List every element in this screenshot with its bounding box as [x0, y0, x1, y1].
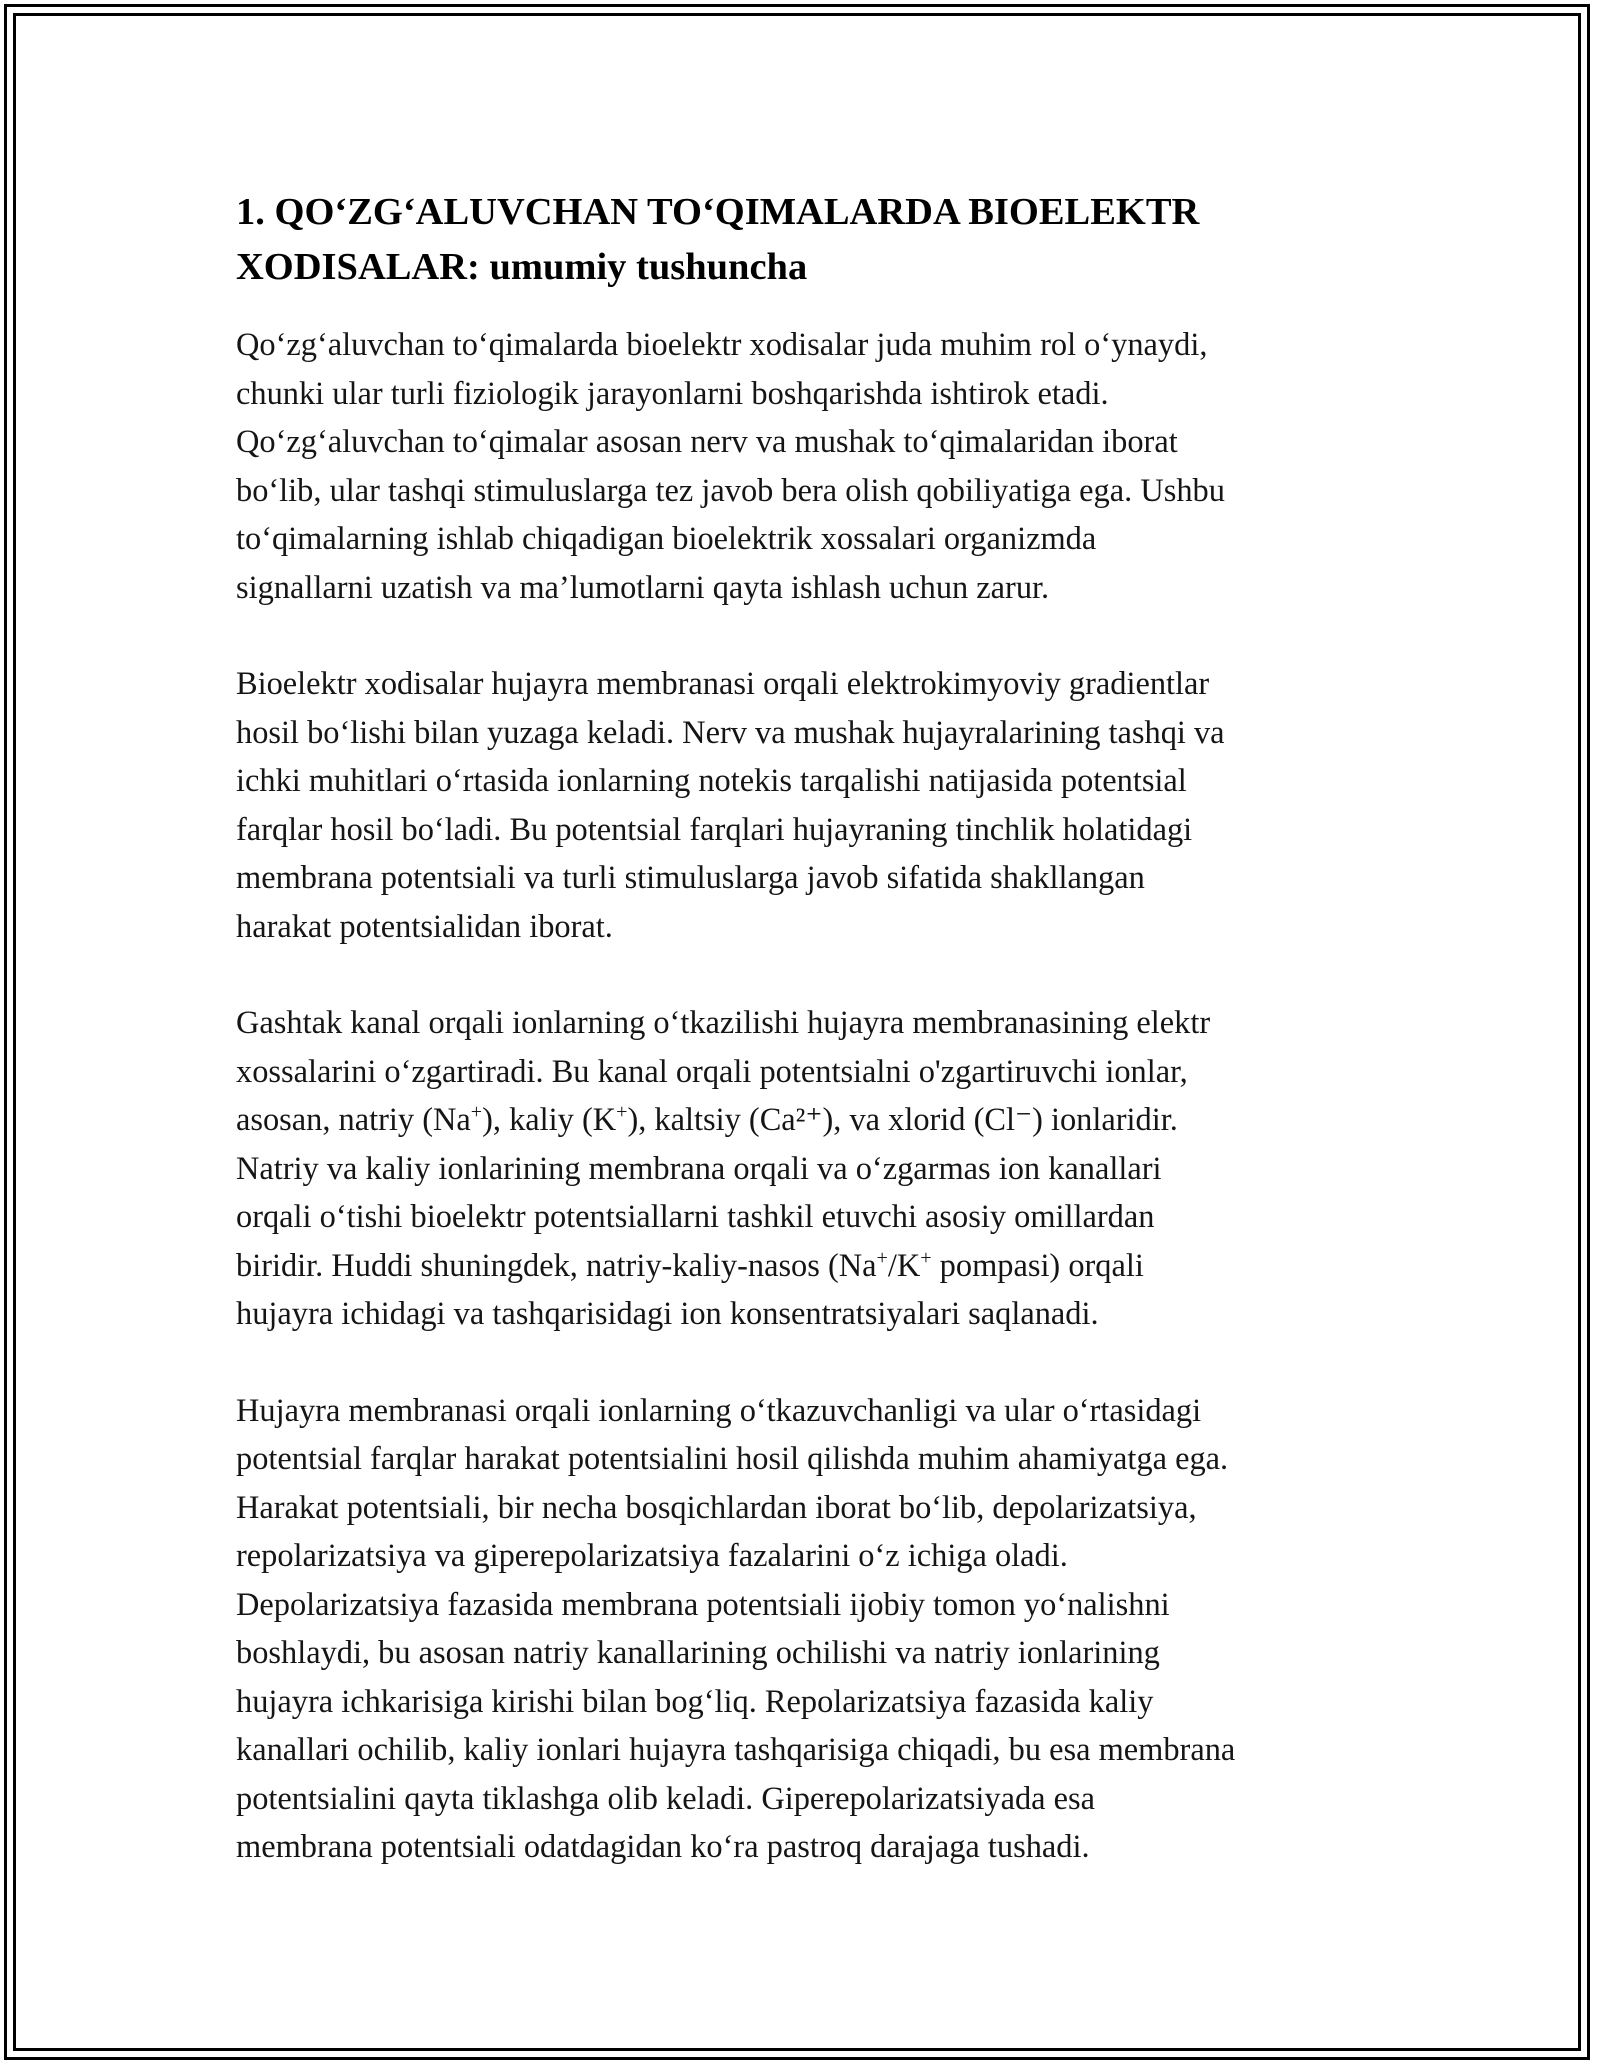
superscript-charge: +: [920, 1246, 932, 1269]
text-segment: biridir. Huddi shuningdek, natriy-kaliy-nasos (Na: [236, 1247, 877, 1284]
text-line: signallarni uzatish va ma’lumotlarni qayta ishlash uchun zarur.: [236, 569, 1050, 606]
paragraph-1: [236, 321, 1436, 612]
text-line: Natriy va kaliy ionlarining membrana orqali va o‘zgarmas ion kanallari: [236, 1150, 1162, 1187]
heading-line-1: 1. QO‘ZG‘ALUVCHAN TO‘QIMALARDA BIOELEKTR: [236, 191, 1200, 233]
text-segment: asosan, natriy (Na: [236, 1102, 471, 1138]
text-line: farqlar hosil bo‘ladi. Bu potentsial farqlari hujayraning tinchlik holatidagi: [236, 811, 1193, 848]
text-line: hujayra ichkarisiga kirishi bilan bog‘liq. Repolarizatsiya fazasida kaliy: [236, 1683, 1154, 1720]
text-line: membrana potentsiali va turli stimuluslarga javob sifatida shakllangan: [236, 860, 1145, 896]
text-line: Harakat potentsiali, bir necha bosqichlardan iborat bo‘lib, depolarizatsiya,: [236, 1489, 1197, 1526]
text-line: potentsial farqlar harakat potentsialini hosil qilishda muhim ahamiyatga ega.: [236, 1441, 1229, 1477]
superscript-charge: +: [616, 1100, 628, 1123]
paragraph-4: [236, 1387, 1436, 1872]
text-line: hosil bo‘lishi bilan yuzaga keladi. Nerv va mushak hujayralarining tashqi va: [236, 714, 1225, 751]
text-line: hujayra ichidagi va tashqarisidagi ion konsentratsiyalari saqlanadi.: [236, 1296, 1099, 1332]
text-line-with-ions: [236, 1102, 1178, 1138]
paragraph-2: [236, 660, 1436, 951]
text-line: Qo‘zg‘aluvchan to‘qimalar asosan nerv va mushak to‘qimalaridan iborat: [236, 424, 1178, 460]
text-line: Hujayra membranasi orqali ionlarning o‘tkazuvchanligi va ular o‘rtasidagi: [236, 1392, 1202, 1429]
text-line-with-ions: [236, 1248, 1144, 1284]
heading-line-2: XODISALAR: umumiy tushuncha: [236, 246, 808, 288]
section-heading: [236, 185, 1436, 295]
superscript-charge: +: [876, 1246, 888, 1269]
text-line: Depolarizatsiya fazasida membrana potentsiali ijobiy tomon yo‘nalishni: [236, 1586, 1170, 1623]
document-body: [236, 185, 1436, 1920]
text-segment: /K: [887, 1247, 921, 1284]
text-line: orqali o‘tishi bioelektr potentsiallarni tashkil etuvchi asosiy omillardan: [236, 1199, 1155, 1235]
text-segment: ), kaltsiy (Ca²⁺), va xlorid (Cl⁻) ionlaridir.: [627, 1102, 1178, 1138]
text-segment: pompasi) orqali: [931, 1247, 1144, 1284]
text-line: kanallari ochilib, kaliy ionlari hujayra tashqarisiga chiqadi, bu esa membrana: [236, 1732, 1236, 1768]
text-line: bo‘lib, ular tashqi stimuluslarga tez javob bera olish qobiliyatiga ega. Ushbu: [236, 472, 1225, 509]
text-line: Qo‘zg‘aluvchan to‘qimalarda bioelektr xodisalar juda muhim rol o‘ynaydi,: [236, 327, 1208, 363]
text-line: chunki ular turli fiziologik jarayonlarni boshqarishda ishtirok etadi.: [236, 375, 1109, 412]
text-line: boshlaydi, bu asosan natriy kanallarining ochilishi va natriy ionlarining: [236, 1635, 1160, 1671]
superscript-charge: +: [470, 1100, 483, 1123]
text-line: repolarizatsiya va giperepolarizatsiya fazalarini o‘z ichiga oladi.: [236, 1538, 1068, 1574]
text-line: ichki muhitlari o‘rtasida ionlarning notekis tarqalishi natijasida potentsial: [236, 763, 1187, 799]
text-line: potentsialini qayta tiklashga olib keladi. Giperepolarizatsiyada esa: [236, 1780, 1095, 1817]
text-segment: ), kaliy (K: [482, 1102, 617, 1138]
text-line: membrana potentsiali odatdagidan ko‘ra pastroq darajaga tushadi.: [236, 1829, 1090, 1865]
paragraph-3: [236, 999, 1436, 1339]
text-line: xossalarini o‘zgartiradi. Bu kanal orqali potentsialni o'zgartiruvchi ionlar,: [236, 1053, 1188, 1090]
text-line: Gashtak kanal orqali ionlarning o‘tkazilishi hujayra membranasining elektr: [236, 1005, 1211, 1041]
text-line: to‘qimalarning ishlab chiqadigan bioelektrik xossalari organizmda: [236, 521, 1097, 557]
text-line: harakat potentsialidan iborat.: [236, 908, 613, 945]
text-line: Bioelektr xodisalar hujayra membranasi orqali elektrokimyoviy gradientlar: [236, 666, 1210, 702]
